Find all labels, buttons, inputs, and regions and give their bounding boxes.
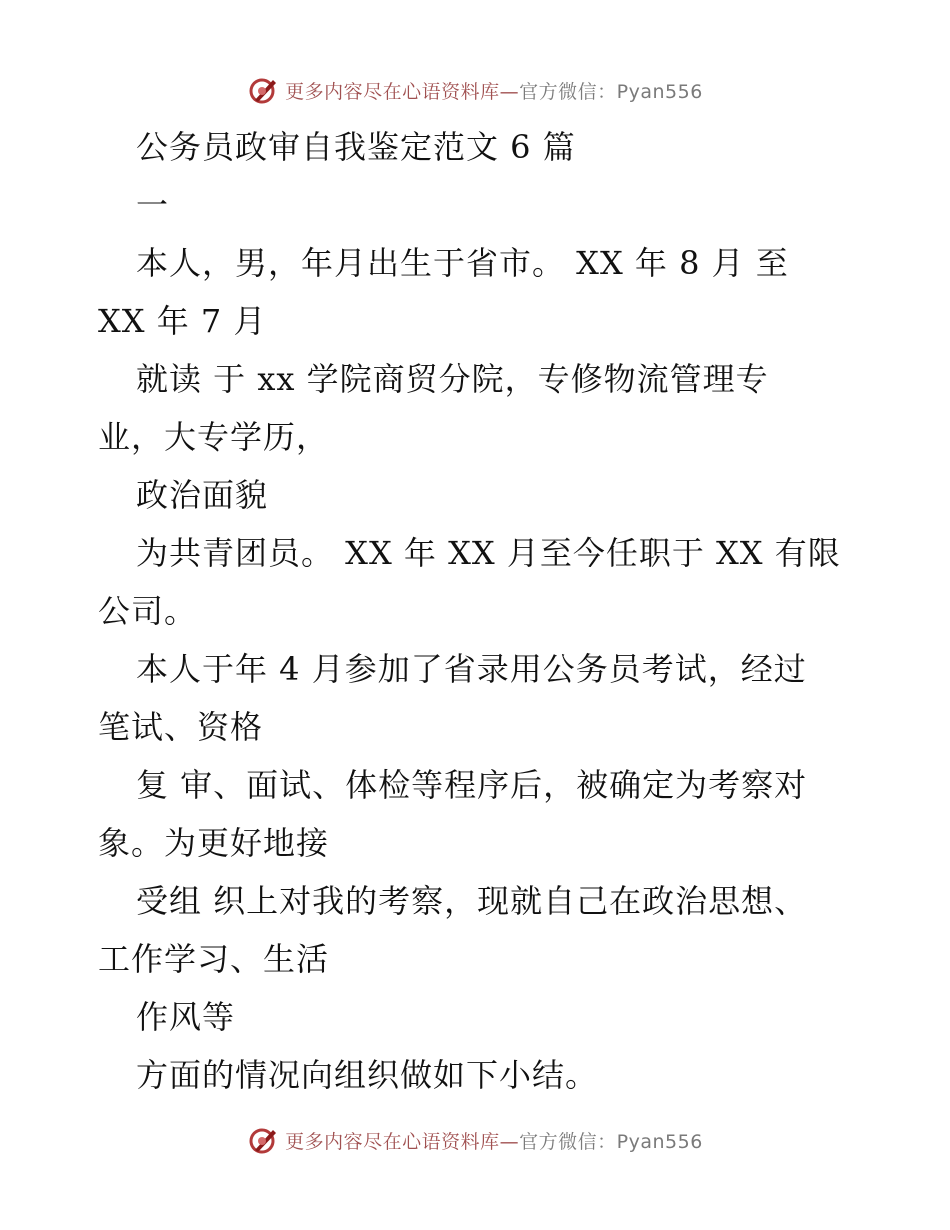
pen-logo-icon	[247, 1124, 279, 1156]
document-line: XX 年 7 月	[98, 302, 267, 340]
document-line: 工作学习、生活	[98, 940, 330, 978]
banner-wechat: 官方微信：Pyan556	[519, 80, 703, 103]
document-line: 一	[136, 186, 170, 224]
document-line: 受组 织上对我的考察，现就自己在政治思想、	[136, 882, 808, 920]
document-line: 复 审、面试、体检等程序后，被确定为考察对	[136, 766, 808, 804]
document-line: 业，大专学历，	[98, 418, 330, 456]
document-line: 方面的情况向组织做如下小结。	[136, 1056, 599, 1094]
header-watermark-banner	[0, 70, 950, 110]
document-line: 本人于年 4 月参加了省录用公务员考试，经过	[136, 650, 807, 688]
document-body	[98, 118, 858, 1104]
document-line: 政治面貌	[136, 476, 269, 514]
document-line: 为共青团员。 XX 年 XX 月至今任职于 XX 有限	[136, 534, 841, 572]
document-line: 作风等	[136, 998, 236, 1036]
document-line: 本人，男，年月出生于省市。 XX 年 8 月 至	[136, 244, 789, 282]
banner-text: 更多内容尽在心语资料库—官方微信：Pyan556	[285, 80, 703, 103]
banner-wechat: 官方微信：Pyan556	[519, 1130, 703, 1153]
document-line: 象。为更好地接	[98, 824, 330, 862]
document-line: 笔试、资格	[98, 708, 264, 746]
footer-watermark-banner	[0, 1120, 950, 1160]
pen-logo-icon	[247, 74, 279, 106]
document-line: 公司。	[98, 592, 198, 630]
document-line: 就读 于 xx 学院商贸分院，专修物流管理专	[136, 360, 769, 398]
banner-text: 更多内容尽在心语资料库—官方微信：Pyan556	[285, 1130, 703, 1153]
document-title: 公务员政审自我鉴定范文 6 篇	[136, 128, 576, 166]
